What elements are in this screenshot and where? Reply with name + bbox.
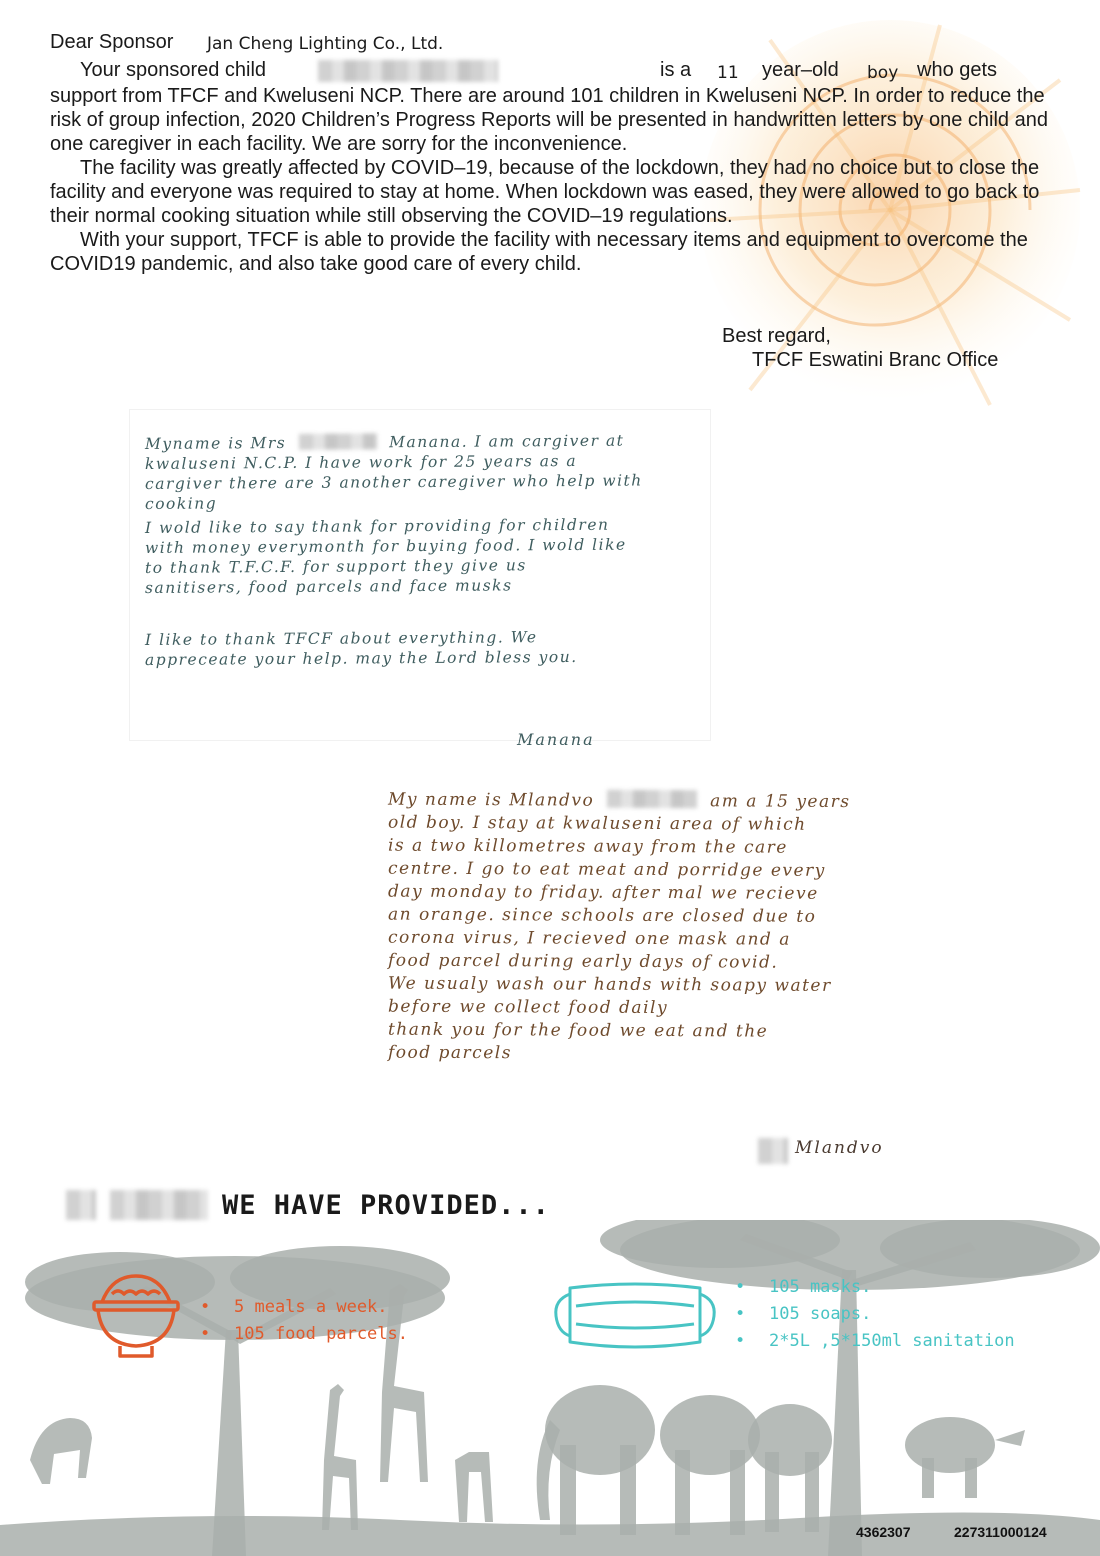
child-gender: boy xyxy=(867,63,899,83)
caregiver-line-text: Manana. I am cargiver at xyxy=(389,431,625,452)
child-line: is a two killometres away from the care xyxy=(387,835,788,858)
intro-year-old: year–old xyxy=(762,59,839,81)
sponsor-name: Jan Cheng Lighting Co., Ltd. xyxy=(207,34,444,54)
paragraph-3: With your support, TFCF is able to provide the facility with necessary items and equipment to overcome the COVID19 pandemic, and also take good care of every child. xyxy=(50,229,1028,275)
food-item: • 5 meals a week. xyxy=(200,1294,408,1321)
child-line: thank you for the food we eat and the xyxy=(387,1019,769,1042)
reference-code-left: 4362307 xyxy=(856,1524,911,1540)
intro-prefix: Your sponsored child xyxy=(80,59,267,81)
hygiene-item: • 105 masks. xyxy=(735,1274,1015,1301)
hygiene-item: • 105 soaps. xyxy=(735,1301,1015,1328)
child-line: food parcels xyxy=(387,1042,512,1064)
redacted-name-block-small xyxy=(66,1190,96,1220)
child-line: an orange. since schools are closed due to xyxy=(387,904,817,927)
child-line: centre. I go to eat meat and porridge every xyxy=(387,858,826,881)
child-letter xyxy=(388,790,928,1066)
caregiver-line: sanitisers, food parcels and face musks xyxy=(144,576,513,597)
sponsor-letter xyxy=(50,30,1050,276)
child-intro-line xyxy=(50,58,1050,84)
child-line: old boy. I stay at kwaluseni area of which xyxy=(387,812,807,835)
redacted-caregiver-name xyxy=(299,433,377,450)
caregiver-line: cargiver there are 3 another caregiver who help with xyxy=(144,471,643,493)
redacted-signature-initial xyxy=(758,1138,788,1164)
face-mask-icon xyxy=(550,1280,720,1350)
child-signature: Mlandvo xyxy=(795,1138,884,1158)
paragraph-2: The facility was greatly affected by COVID–19, because of the lockdown, they had no choice but to close the facility and everyone was required to stay at home. When lockdown was eased, they were allowed to go back to their normal cooking situation while still observing the COVID–19 regulations. xyxy=(50,157,1040,227)
savanna-scene-illustration xyxy=(0,1220,1100,1556)
provided-title: WE HAVE PROVIDED... xyxy=(222,1190,550,1221)
caregiver-line-text: Myname is Mrs xyxy=(144,433,287,453)
child-line-text: My name is Mlandvo xyxy=(387,789,595,811)
child-line xyxy=(388,789,928,815)
caregiver-line: cooking xyxy=(144,494,218,513)
hygiene-provision-list xyxy=(735,1274,1015,1355)
intro-who-gets: who gets xyxy=(917,59,998,81)
caregiver-line: I wold like to say thank for providing for children xyxy=(144,515,610,537)
intro-is-a: is a xyxy=(660,59,692,81)
caregiver-line: kwaluseni N.C.P. I have work for 25 years as a xyxy=(144,451,578,473)
child-line: We usualy wash our hands with soapy water xyxy=(387,973,832,996)
child-line: before we collect food daily xyxy=(387,996,669,1019)
caregiver-signature: Manana xyxy=(517,730,595,749)
salutation-line xyxy=(50,30,1050,58)
redacted-name-block-large xyxy=(110,1190,208,1220)
paragraph-1: support from TFCF and Kweluseni NCP. There are around 101 children in Kweluseni NCP. In order to reduce the risk of group infection, 2020 Children’s Progress Reports will be presented in handwritten letters by one child and one caregiver in each facility. We are sorry for the inconvenience. xyxy=(50,85,1048,155)
child-line-text: am a 15 years xyxy=(710,791,851,813)
food-item: • 105 food parcels. xyxy=(200,1321,408,1348)
child-line: day monday to friday. after mal we recieve xyxy=(387,881,819,904)
caregiver-line: to thank T.F.C.F. for support they give us xyxy=(144,556,527,577)
caregiver-line: with money everymonth for buying food. I wold like xyxy=(144,535,627,557)
redacted-child-name xyxy=(318,60,498,82)
office-name: TFCF Eswatini Branc Office xyxy=(752,349,999,371)
caregiver-line: I like to thank TFCF about everything. We xyxy=(144,628,538,649)
closing: Best regard, xyxy=(722,325,831,347)
child-age: 11 xyxy=(717,63,739,83)
salutation: Dear Sponsor xyxy=(50,31,174,53)
redacted-child-surname xyxy=(607,790,697,808)
reference-code-right: 227311000124 xyxy=(954,1524,1047,1540)
rice-bowl-icon xyxy=(88,1272,184,1364)
caregiver-letter xyxy=(145,432,705,668)
hygiene-item: • 2*5L ,5*150ml sanitation xyxy=(735,1328,1015,1355)
child-line: food parcel during early days of covid. xyxy=(387,950,779,973)
child-line: corona virus, I recieved one mask and a xyxy=(387,927,791,950)
food-provision-list xyxy=(200,1294,408,1348)
caregiver-line: appreceate your help. may the Lord bless you. xyxy=(144,647,578,669)
